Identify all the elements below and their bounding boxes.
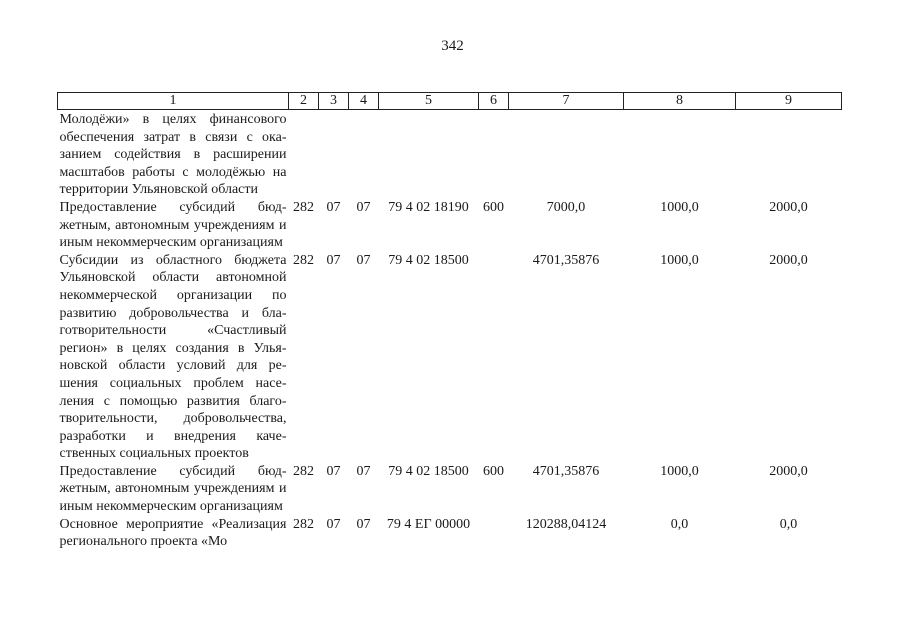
row-description: Молодёжи» в целях финансового обеспечения затрат в связи с оказанием содействия в расширении масштабов работы с молодёжью на территории Ульяновской области bbox=[59, 112, 287, 198]
cell-amount-7: 120288,04124 bbox=[525, 516, 607, 532]
cell-amount-9: 2000,0 bbox=[769, 463, 808, 479]
column-header: 8 bbox=[624, 93, 736, 110]
cell-code-3: 07 bbox=[326, 252, 341, 268]
cell-code-2: 282 bbox=[293, 463, 314, 479]
cell-code-3: 07 bbox=[326, 516, 341, 532]
cell-code-5: 79 4 02 18500 bbox=[388, 252, 469, 268]
cell-amount-8: 0,0 bbox=[670, 516, 689, 532]
column-header: 5 bbox=[379, 93, 479, 110]
page-number: 342 bbox=[441, 38, 464, 54]
cell-code-2: 282 bbox=[293, 252, 314, 268]
column-header: 7 bbox=[509, 93, 624, 110]
column-header: 3 bbox=[319, 93, 349, 110]
cell-amount-8: 1000,0 bbox=[660, 199, 699, 215]
cell-code-4: 07 bbox=[356, 199, 371, 215]
column-header: 1 bbox=[58, 93, 289, 110]
cell-amount-8: 1000,0 bbox=[660, 463, 699, 479]
cell-code-5 bbox=[379, 110, 479, 199]
cell-code-6 bbox=[479, 252, 509, 463]
cell-amount-9: 0,0 bbox=[779, 516, 798, 532]
cell-amount-7: 4701,35876 bbox=[532, 463, 600, 479]
cell-amount-8: 1000,0 bbox=[660, 252, 699, 268]
table-row bbox=[58, 110, 842, 199]
cell-code-4 bbox=[349, 110, 379, 199]
column-header: 9 bbox=[736, 93, 842, 110]
cell-amount-7 bbox=[509, 110, 624, 199]
column-header: 4 bbox=[349, 93, 379, 110]
cell-code-6: 600 bbox=[483, 463, 504, 479]
row-description: Субсидии из областного бюджета Ульяновской области автономной некоммерческой организации по развитию добровольчества и благотворительности «Счастливый регион» в целях создания в Ульяновской области условий для решения социальных проблем населения с помощью развития благотворительности, добровольчества, разработки и внедрения качественных социальных проектов bbox=[59, 252, 287, 462]
cell-code-2: 282 bbox=[293, 516, 314, 532]
cell-code-2 bbox=[289, 110, 319, 199]
row-description: Предоставление субсидий бюджетным, автономным учреждениям и иным некоммерческим организациям bbox=[59, 463, 287, 515]
cell-code-4: 07 bbox=[356, 463, 371, 479]
cell-amount-9: 2000,0 bbox=[769, 252, 808, 268]
row-description: Основное мероприятие «Реализация регионального проекта «Мо bbox=[59, 516, 287, 550]
row-description: Предоставление субсидий бюджетным, автономным учреждениям и иным некоммерческим организациям bbox=[59, 199, 287, 251]
table-row bbox=[58, 252, 842, 463]
cell-code-4: 07 bbox=[356, 252, 371, 268]
cell-code-2: 282 bbox=[293, 199, 314, 215]
cell-amount-7: 4701,35876 bbox=[532, 252, 600, 268]
column-header: 6 bbox=[479, 93, 509, 110]
cell-amount-7: 7000,0 bbox=[546, 199, 586, 215]
cell-code-3: 07 bbox=[326, 463, 341, 479]
cell-code-3: 07 bbox=[326, 199, 341, 215]
table-row bbox=[58, 463, 842, 516]
cell-amount-8 bbox=[624, 110, 736, 199]
cell-code-6: 600 bbox=[483, 199, 504, 215]
column-header: 2 bbox=[289, 93, 319, 110]
table-row bbox=[58, 199, 842, 252]
table-header-row bbox=[58, 93, 842, 110]
budget-table bbox=[57, 92, 842, 551]
cell-code-6 bbox=[479, 516, 509, 551]
cell-code-5: 79 4 ЕГ 00000 bbox=[386, 516, 471, 532]
cell-code-4: 07 bbox=[356, 516, 371, 532]
cell-code-5: 79 4 02 18190 bbox=[388, 199, 469, 215]
cell-code-3 bbox=[319, 110, 349, 199]
cell-amount-9 bbox=[736, 110, 842, 199]
cell-code-6 bbox=[479, 110, 509, 199]
cell-code-5: 79 4 02 18500 bbox=[388, 463, 469, 479]
cell-amount-9: 2000,0 bbox=[769, 199, 808, 215]
table-row bbox=[58, 516, 842, 551]
